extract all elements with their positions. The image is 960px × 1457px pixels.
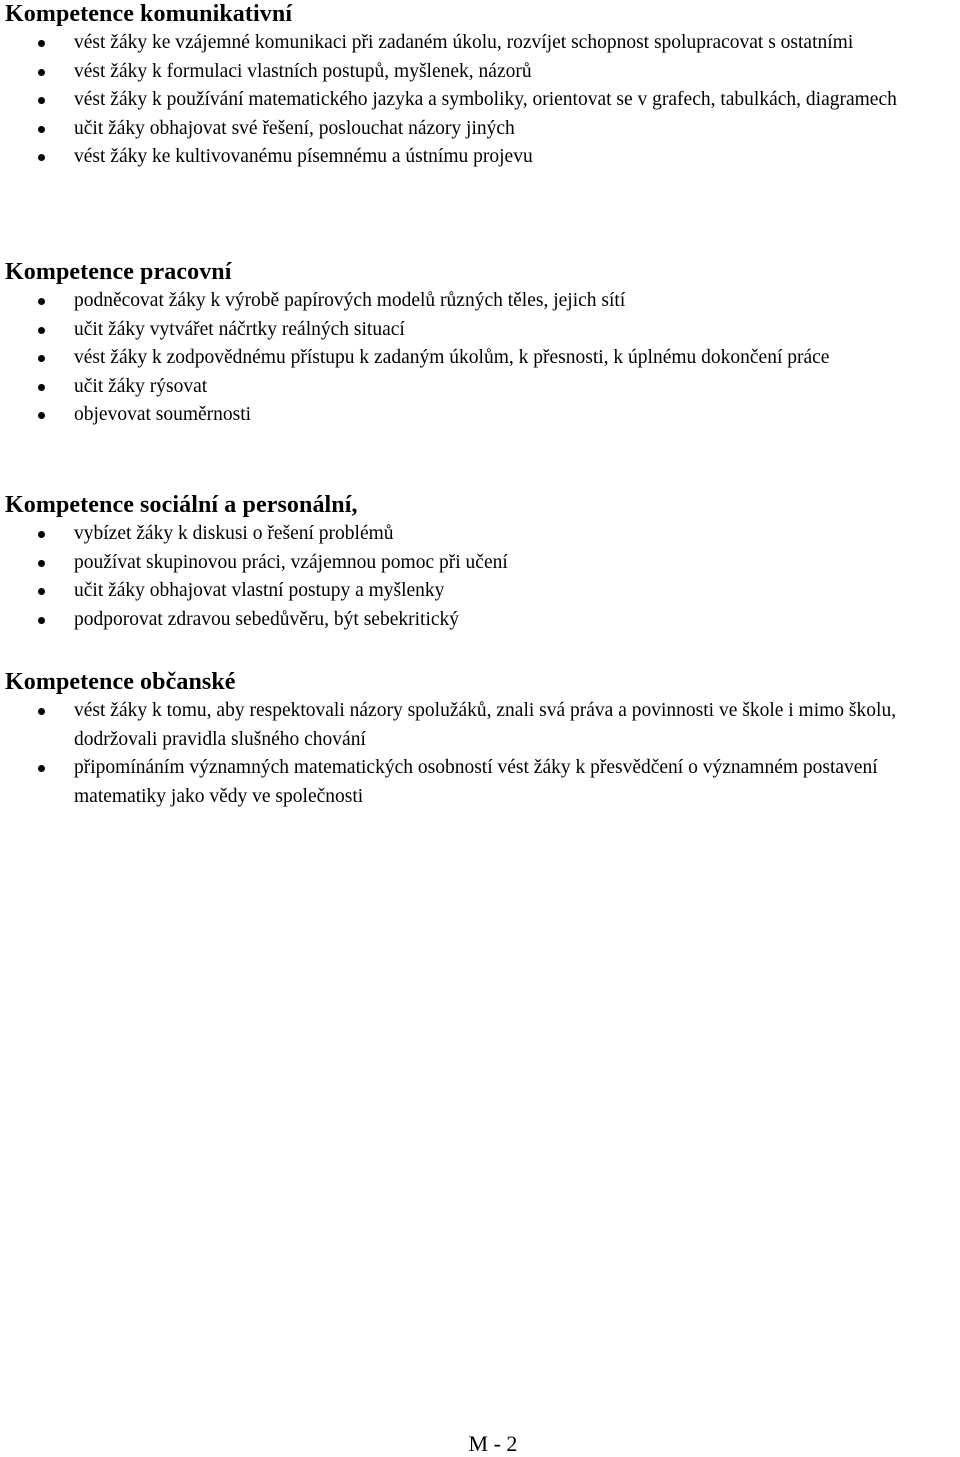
bullet-icon	[38, 126, 45, 133]
section-heading: Kompetence pracovní	[5, 259, 232, 285]
bullet-icon	[38, 69, 45, 76]
list-item-text: vést žáky k tomu, aby respektovali názory spolužáků, znali svá práva a povinnosti ve škole i mimo školu, dodržovali pravidla slušného chování	[74, 700, 897, 750]
list-item-text: učit žáky obhajovat vlastní postupy a myšlenky	[74, 580, 445, 601]
list-item	[5, 316, 960, 345]
list-item	[5, 287, 960, 316]
bullet-icon	[38, 384, 45, 391]
section-heading: Kompetence komunikativní	[5, 1, 293, 27]
list-item-text: vést žáky ke vzájemné komunikaci při zadaném úkolu, rozvíjet schopnost spolupracovat s ostatními	[74, 32, 854, 53]
bullet-icon	[38, 355, 45, 362]
list-item	[5, 401, 960, 430]
section-heading: Kompetence sociální a personální,	[5, 492, 358, 518]
section-work-competence	[5, 258, 960, 430]
bullet-icon	[38, 560, 45, 567]
list-item-text: učit žáky rýsovat	[74, 375, 208, 397]
list-item-text: vést žáky ke kultivovanému písemnému a ústnímu projevu	[74, 146, 533, 167]
list-item-text: vybízet žáky k diskusi o řešení problémů	[74, 523, 394, 544]
page-number: M - 2	[468, 1431, 518, 1456]
list-item	[5, 754, 960, 811]
list-item-text: podněcovat žáky k výrobě papírových modelů různých těles, jejich sítí	[74, 290, 626, 311]
bullet-icon	[38, 40, 45, 47]
bullet-icon	[38, 327, 45, 334]
list-item	[5, 549, 960, 578]
section-heading: Kompetence občanské	[5, 669, 236, 695]
bullet-icon	[38, 765, 45, 772]
bullet-icon	[38, 708, 45, 715]
bullet-icon	[38, 154, 45, 161]
list-item	[5, 58, 960, 87]
list-item	[5, 86, 960, 115]
list-item-text: vést žáky k formulaci vlastních postupů, myšlenek, názorů	[74, 60, 532, 82]
bullet-list	[5, 520, 960, 634]
bullet-list	[5, 697, 960, 811]
bullet-icon	[38, 588, 45, 595]
bullet-icon	[38, 97, 45, 104]
list-item	[5, 373, 960, 402]
bullet-icon	[38, 298, 45, 305]
list-item-text: vést žáky k používání matematického jazyka a symboliky, orientovat se v grafech, tabulkách, diagramech	[74, 89, 897, 110]
list-item-text: připomínáním významných matematických osobností vést žáky k přesvědčení o významném postavení matematiky jako vědy ve společnosti	[74, 757, 878, 807]
list-item	[5, 520, 960, 549]
section-social-personal-competence	[5, 491, 960, 634]
list-item	[5, 697, 960, 754]
section-communicative-competence	[5, 0, 960, 172]
list-item	[5, 344, 960, 373]
list-item	[5, 577, 960, 606]
list-item	[5, 143, 960, 172]
list-item-text: používat skupinovou práci, vzájemnou pomoc při učení	[74, 551, 508, 573]
list-item	[5, 606, 960, 635]
list-item-text: objevovat souměrnosti	[74, 404, 252, 425]
list-item	[5, 29, 960, 58]
bullet-list	[5, 287, 960, 430]
bullet-list	[5, 29, 960, 172]
list-item	[5, 115, 960, 144]
list-item-text: učit žáky vytvářet náčrtky reálných situací	[74, 318, 405, 340]
list-item-text: podporovat zdravou sebedůvěru, být sebekritický	[74, 608, 460, 630]
section-civic-competence	[5, 668, 960, 811]
bullet-icon	[38, 531, 45, 538]
list-item-text: učit žáky obhajovat své řešení, poslouchat názory jiných	[74, 117, 515, 139]
bullet-icon	[38, 412, 45, 419]
bullet-icon	[38, 617, 45, 624]
list-item-text: vést žáky k zodpovědnému přístupu k zadaným úkolům, k přesnosti, k úplnému dokončení práce	[74, 347, 830, 368]
